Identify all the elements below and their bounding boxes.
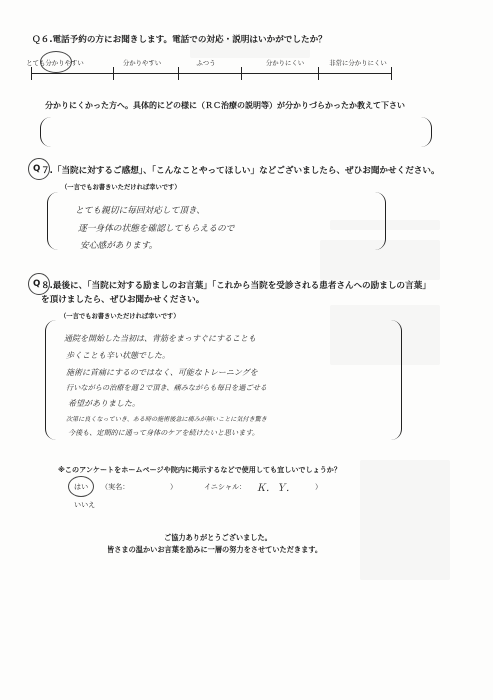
scale-option-1[interactable]: とても分かりやすい <box>26 59 84 67</box>
q6-answer-box[interactable] <box>40 117 432 147</box>
q8-number: Q <box>33 279 41 289</box>
q8-answer-line: 歩くことも辛い状態でした。 <box>66 351 170 360</box>
q6-title: Ｑ６.電話予約の方にお聞きします。電話での対応・説明はいかがでしたか？ <box>32 35 327 45</box>
initial-value: Ｋ．Ｙ． <box>256 483 296 494</box>
scale-option-5[interactable]: 非常に分かりにくい <box>329 59 387 67</box>
q8-answer-line: 施術に首痛にするのではなく、可能なトレーニングを <box>66 368 258 377</box>
closing-line-1: ご協力ありがとうございました。 <box>164 533 272 542</box>
q8-answer-line: 今後も、定期的に通って身体のケアを続けたいと思います。 <box>68 428 259 437</box>
initial-close: ） <box>315 482 323 491</box>
q7-answer-line: 逐一身体の状態を確認してもらえるので <box>78 224 235 234</box>
q7-number: Q <box>33 164 41 174</box>
consent-no-option[interactable]: いいえ <box>74 500 96 509</box>
scale-tick <box>31 67 32 80</box>
scale-tick <box>391 67 392 80</box>
closing-line-2: 皆さまの温かいお言葉を励みに一層の努力をさせていただきます。 <box>107 545 323 554</box>
rating-scale-line <box>31 73 391 74</box>
q6-followup: 分かりにくかった方へ。具体的にどの様に（ＲＣ治療の説明等）が分かりづらかったか教えて下さい <box>45 101 405 110</box>
consent-yes-circle <box>68 476 94 497</box>
q7-note: （一言でもお書きいただければ幸いです） <box>61 184 181 191</box>
q8-answer-line: 次第に良くなっていき、ある時の施術後急に痛みが無いことに気付き驚き <box>66 416 267 423</box>
consent-yes-option[interactable]: はい <box>74 482 89 491</box>
scale-tick <box>113 67 114 80</box>
scale-tick <box>241 67 242 80</box>
q8-answer-line: 行いながらの治療を週２で頂き、痛みながらも毎日を過ごせる <box>66 383 267 392</box>
realname-close: ） <box>170 482 178 491</box>
scale-option-3[interactable]: ふつう <box>196 59 216 67</box>
q7-answer-line: 安心感があります。 <box>80 241 158 251</box>
q8-title-line2: を頂けましたら、ぜひお聞かせください。 <box>41 295 205 305</box>
scale-option-4[interactable]: 分かりにくい <box>265 59 305 67</box>
selection-circle <box>40 51 72 73</box>
q8-answer-line: 通院を開始した当初は、背筋をまっすぐにすることも <box>64 334 256 343</box>
scale-option-2[interactable]: 分かりやすい <box>122 59 162 67</box>
scale-tick <box>178 67 179 80</box>
q8-note: （一言でもお書きいただければ幸いです） <box>60 313 180 320</box>
q7-answer-line: とても親切に毎回対応して頂き、 <box>75 206 205 216</box>
bleed-through <box>360 460 450 580</box>
consent-question: ※このアンケートをホームページや院内に掲示するなどで使用しても宜しいでしょうか？ <box>58 465 341 474</box>
q7-title: ７.「当院に対するご感想」、「こんなことやってほしい」などございましたら、ぜひお聞かせください。 <box>41 166 440 176</box>
initial-label: イニシャル： <box>204 482 247 491</box>
q8-answer-line: 希望がありました。 <box>68 399 140 408</box>
scale-tick <box>318 67 319 80</box>
realname-label: （実名： <box>101 482 130 491</box>
q8-title-line1: ８.最後に、「当院に対する励ましのお言葉」「これから当院を受診される患者さんへの励ましの言葉」 <box>41 281 431 291</box>
